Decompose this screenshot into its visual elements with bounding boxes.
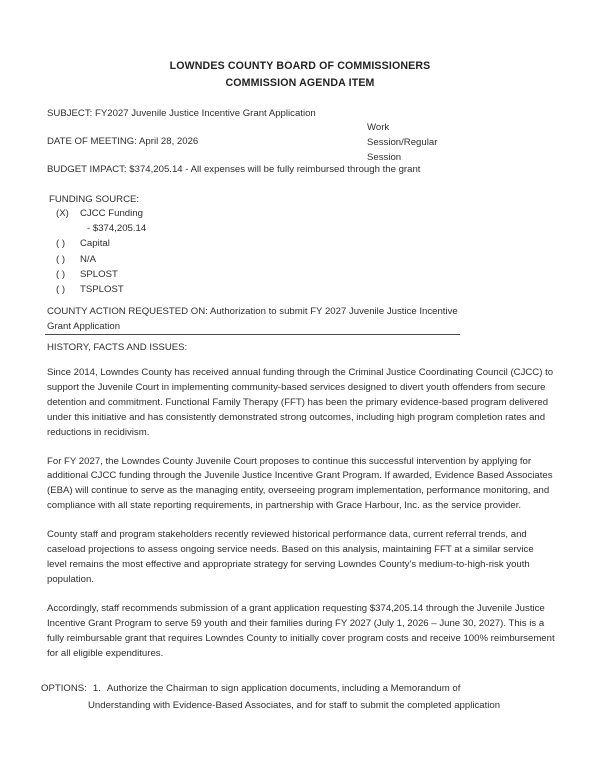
options-section (41, 681, 556, 714)
checkbox-mark[interactable]: ( ) (56, 284, 66, 296)
funding-source-label: SPLOST (80, 268, 118, 280)
body-paragraph: Since 2014, Lowndes County has received annual funding through the Criminal Justice Coordinating Council (CJCC) to support the Juvenile Court in implementing community-based services designed to divert youth offenders from secure detention and commitment. Functional Family Therapy (FFT) has been the primary evidence-based program delivered under this initiative and has consistently demonstrated strong outcomes, including high program completion rates and reductions in recidivism. (47, 367, 554, 438)
funding-source-option[interactable] (56, 282, 356, 297)
funding-source-amount: - $374,205.14 (87, 223, 147, 235)
funding-source-option[interactable] (56, 236, 356, 251)
funding-source-option[interactable] (56, 267, 356, 282)
checkbox-mark[interactable]: ( ) (56, 238, 66, 250)
options-item-number: 1. (92, 683, 101, 694)
funding-source-label: CJCC Funding (80, 208, 143, 219)
funding-source-option[interactable] (56, 252, 356, 267)
page-title-line-2: COMMISSION AGENDA ITEM (225, 77, 375, 89)
funding-source-option[interactable] (56, 206, 356, 221)
session-line-3: Session (367, 152, 402, 164)
options-heading: OPTIONS: (41, 683, 87, 694)
section-divider (45, 334, 460, 335)
session-line-2: Session/Regular (367, 137, 438, 149)
session-line-1: Work (367, 122, 390, 133)
session-type-block (367, 120, 497, 166)
county-action-requested-field: COUNTY ACTION REQUESTED ON: Authorization to submit FY 2027 Juvenile Justice Incentive Grant Application (47, 306, 458, 333)
document-title-block (0, 58, 600, 92)
options-first-line (41, 681, 556, 698)
funding-source-label: TSPLOST (80, 284, 124, 296)
date-of-meeting-field: DATE OF MEETING: April 28, 2026 (47, 136, 199, 147)
body-paragraph: Accordingly, staff recommends submission of a grant application requesting $374,205.14 through the Juvenile Justice Incentive Grant Program to serve 59 youth and their families during FY 2027 (July 1, 2026 – June 30, 2027). This is a fully reimbursable grant that requires Lowndes County to initially cover program costs and receive 100% reimbursement for all eligible expenditures. (47, 602, 555, 659)
history-body (47, 366, 555, 675)
funding-source-label: Capital (80, 238, 110, 250)
funding-source-heading: FUNDING SOURCE: (49, 194, 140, 205)
page-title-line-1: LOWNDES COUNTY BOARD OF COMMISSIONERS (169, 60, 431, 72)
options-item-text: Authorize the Chairman to sign application documents, including a Memorandum of (106, 683, 461, 694)
funding-source-list (56, 206, 356, 297)
subject-field: SUBJECT: FY2027 Juvenile Justice Incentive Grant Application (47, 108, 316, 119)
budget-impact-field: BUDGET IMPACT: $374,205.14 - All expenses will be fully reimbursed through the grant (47, 164, 421, 175)
checkbox-mark[interactable]: ( ) (56, 268, 66, 280)
body-paragraph: County staff and program stakeholders recently reviewed historical performance data, current referral trends, and caseload projections to assess ongoing service needs. Based on this analysis, maintaining FFT at a similar service level remains the most effective and appropriate strategy for serving Lowndes County’s medium-to-high-risk youth population. (47, 529, 534, 585)
checkbox-mark[interactable]: (X) (56, 208, 69, 219)
checkbox-mark[interactable]: ( ) (56, 253, 66, 265)
history-facts-issues-heading: HISTORY, FACTS AND ISSUES: (47, 342, 188, 353)
body-paragraph: For FY 2027, the Lowndes County Juvenile Court proposes to continue this successful intervention by applying for additional CJCC funding through the Juvenile Justice Incentive Grant Program. If awarded, Evidence Based Associates (EBA) will continue to serve as the managing entity, overseeing program implementation, performance monitoring, and compliance with all state reporting requirements, in partnership with Grace Harbour, Inc. as the service provider. (47, 455, 553, 512)
options-continuation-line: Understanding with Evidence-Based Associates, and for staff to submit the completed application (88, 699, 501, 711)
funding-source-label: N/A (80, 253, 96, 265)
